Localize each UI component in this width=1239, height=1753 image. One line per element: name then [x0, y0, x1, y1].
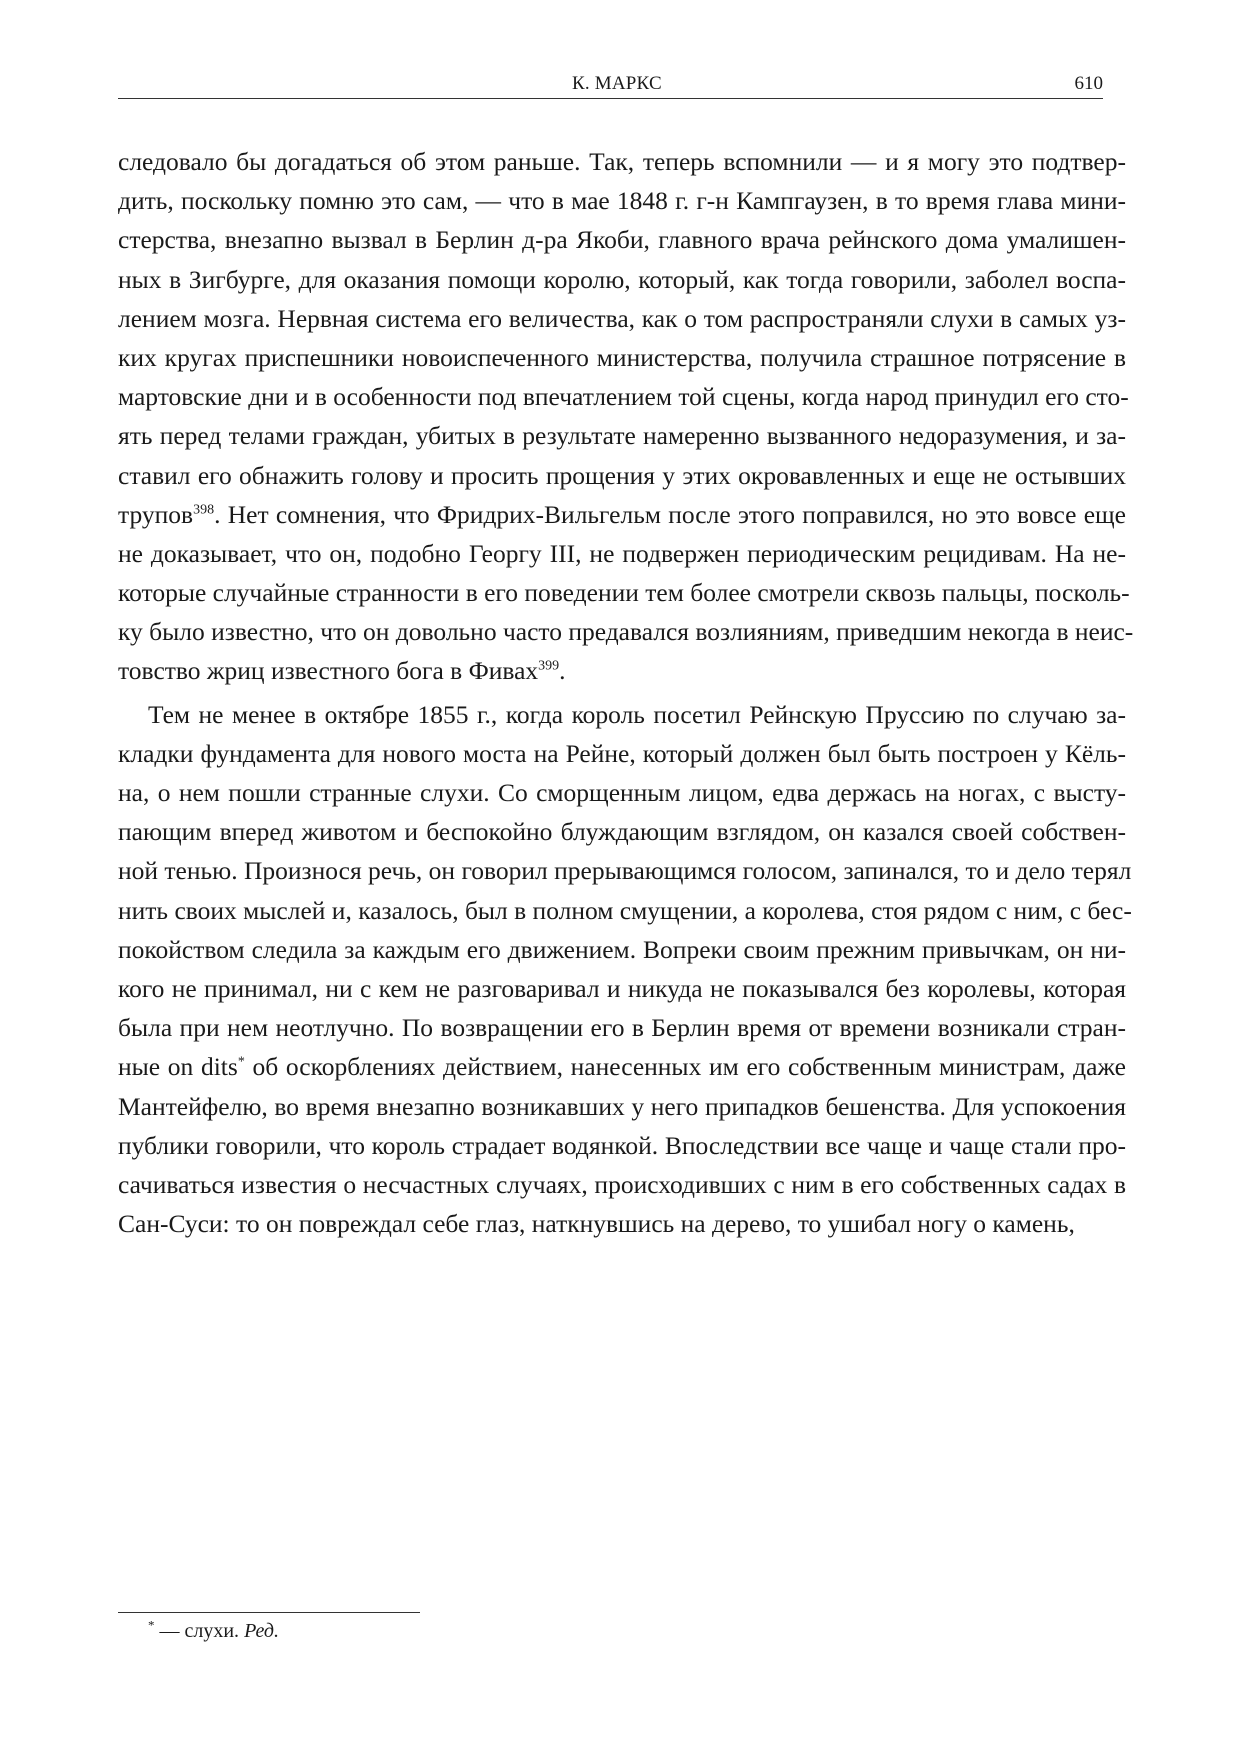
text-line	[118, 495, 1126, 534]
paragraph	[118, 695, 1132, 1244]
paragraph	[118, 142, 1134, 691]
text-line: ных в Зигбурге, для оказания помощи королю, который, как тогда говорили, заболел воспа-	[118, 264, 1126, 294]
text-line: ять перед телами граждан, убитых в результате намеренно вызванного недоразумения, и за-	[118, 421, 1126, 451]
text-line: ной тенью. Произнося речь, он говорил прерывающимся голосом, запинался, то и дело терял	[118, 856, 1132, 886]
text-line: лением мозга. Нервная система его величества, как о том распространяли слухи в самых уз-	[118, 303, 1126, 333]
text-line: дить, поскольку помню это сам, — что в мае 1848 г. г-н Кампгаузен, в то время глава мини-	[118, 186, 1126, 216]
text-line	[118, 651, 1126, 690]
footnote	[148, 1617, 280, 1643]
text-line: мартовские дни и в особенности под впечатлением той сцены, когда народ принудил его сто-	[118, 382, 1129, 412]
page-header	[118, 70, 1103, 99]
endnote-ref-398[interactable]: 398	[193, 502, 215, 518]
text-line	[118, 1047, 1126, 1086]
text-line: кладки фундамента для нового моста на Рейне, который должен был быть построен у Кёль-	[118, 738, 1126, 768]
line-segment: . Нет сомнения, что Фридрих-Вильгельм после этого поправился, но это вовсе еще	[214, 499, 1126, 529]
line-segment: трупов	[118, 499, 194, 529]
text-line: стерства, внезапно вызвал в Берлин д-ра Якоби, главного врача рейнского дома умалишен-	[118, 225, 1126, 255]
text-line: покойством следила за каждым его движением. Вопреки своим прежним привычкам, он ни-	[118, 934, 1126, 964]
text-line: кого не принимал, ни с кем не разговаривал и никуда не показывался без королевы, которая	[118, 973, 1126, 1003]
footnote-editor-note: Ред.	[244, 1620, 280, 1642]
line-segment: ные on dits	[118, 1052, 238, 1082]
text-line: на, о нем пошли странные слухи. Со сморщенным лицом, едва держась на ногах, с высту-	[118, 778, 1126, 807]
footnote-mark: *	[148, 1617, 155, 1633]
text-line: Сан-Суси: то он повреждал себе глаз, наткнувшись на дерево, то ушибал ногу о камень,	[118, 1209, 1075, 1239]
text-line: была при нем неотлучно. По возвращении его в Берлин время от времени возникали стран-	[118, 1013, 1126, 1043]
line-segment: об оскорблениях действием, нанесенных им его собственным министрам, даже	[244, 1052, 1126, 1082]
text-line: пающим вперед животом и беспокойно блуждающим взглядом, он казался своей собствен-	[118, 817, 1126, 847]
text-line: не доказывает, что он, подобно Георгу III, не подвержен периодическим рецидивам. На не-	[118, 538, 1126, 568]
text-line: публики говорили, что король страдает водянкой. Впоследствии все чаще и чаще стали про-	[118, 1130, 1126, 1160]
line-segment: товство жриц известного бога в Фивах	[118, 656, 539, 686]
text-line: ку было известно, что он довольно часто предавался возлияниям, приведшим некогда в неис-	[118, 617, 1134, 647]
text-line: сачиваться известия о несчастных случаях, происходивших с ним в его собственных садах в	[118, 1169, 1126, 1199]
text-line: ставил его обнажить голову и просить прощения у этих окровавленных и еще не остывших	[118, 460, 1126, 490]
text-line: Тем не менее в октябре 1855 г., когда король посетил Рейнскую Пруссию по случаю за-	[148, 699, 1126, 729]
line-segment: .	[559, 656, 566, 686]
running-head: К. МАРКС	[572, 73, 662, 94]
footnote-text: — слухи.	[154, 1620, 245, 1642]
footnote-divider	[118, 1612, 420, 1613]
endnote-ref-399[interactable]: 399	[538, 658, 560, 674]
text-line: ких кругах приспешники новоиспеченного министерства, получила страшное потрясение в	[118, 342, 1126, 372]
text-line: следовало бы догадаться об этом раньше. Так, теперь вспомнили — и я могу это подтвер-	[118, 147, 1126, 176]
text-line: Мантейфелю, во время внезапно возникавших у него припадков бешенства. Для успокоения	[118, 1091, 1126, 1121]
footnote-ref[interactable]: *	[237, 1054, 245, 1070]
text-line: которые случайные странности в его поведении тем более смотрели сквозь пальцы, посколь-	[118, 578, 1130, 608]
body-text	[118, 142, 1134, 1243]
page-number: 610	[1074, 73, 1103, 94]
text-line: нить своих мыслей и, казалось, был в полном смущении, а королева, стоя рядом с ним, с бес-	[118, 895, 1132, 925]
